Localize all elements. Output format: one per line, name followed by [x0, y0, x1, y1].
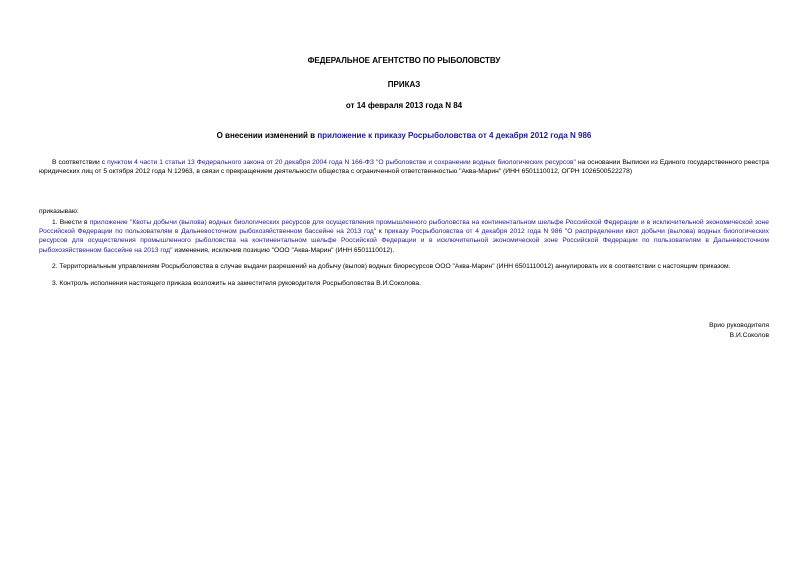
order-item-1: [39, 218, 769, 255]
item1-mid: к: [376, 228, 385, 236]
orders-word: приказываю:: [39, 207, 79, 215]
signature-block: [39, 321, 769, 341]
signature-name: В.И.Соколов: [729, 331, 769, 339]
basis-text: на основании Выписки из Единого государственного реестра юридических лиц от 5 октября 2012 года N 12963, в связи с прекращением деятельности общества с ограниченной ответственностью "Аква-Марин" (ИНН 6501110012, ОГРН 1026500522278): [39, 159, 770, 176]
item1-appendix-link[interactable]: приложение "Квоты добычи (вылова) водных биологических ресурсов для осуществления промышленного рыболовства на континентальном шельфе Российской Федерации и в исключительной экономической зоне Российской Федерации по пользователям в Дальневосточном рыбохозяйственном бассейне на 2013 год": [39, 218, 769, 236]
document-type: ПРИКАЗ: [387, 80, 421, 89]
item1-prefix: 1. Внести в: [52, 218, 90, 226]
basis-law-link[interactable]: пунктом 4 части 1 статьи 13 Федерального закона от 20 декабря 2004 года N 166-ФЗ "О рыболовстве и сохранении водных биологических ресурсов": [107, 159, 576, 166]
item1-suffix: изменения, исключив позицию "ООО "Аква-Марин" (ИНН 6501110012).: [172, 246, 395, 254]
document-date-number: от 14 февраля 2013 года N 84: [345, 101, 463, 110]
document-page: [39, 56, 769, 341]
title-link[interactable]: приложение к приказу Росрыболовства от 4 декабря 2012 года N 986: [317, 131, 592, 140]
basis-prefix: В соответствии с: [52, 159, 108, 166]
title-prefix: О внесении изменений в: [216, 131, 318, 140]
item1-order-link[interactable]: приказу Росрыболовства от 4 декабря 2012 года N 986 "О распределении квот добычи (вылова) водных биологических ресурсов для осуществления промышленного рыболовства на континентальном шельфе Российской Федерации и в исключительной экономической зоне Российской Федерации по пользователям в Дальневосточном рыбохозяйственном бассейне на 2013 год": [39, 228, 769, 254]
order-item-3: 3. Контроль исполнения настоящего приказа возложить на заместителя руководителя Росрыболовства В.И.Соколова.: [52, 280, 422, 288]
document-title: [39, 131, 769, 141]
order-item-2: 2. Территориальным управлениям Росрыболовства в случае выдачи разрешений на добычу (вылов) водных биоресурсов ООО "Аква-Марин" (ИНН 6501110012) аннулировать их в соответствии с настоящим приказом.: [52, 263, 731, 271]
agency-name: ФЕДЕРАЛЬНОЕ АГЕНТСТВО ПО РЫБОЛОВСТВУ: [307, 56, 501, 65]
signature-position: Врио руководителя: [709, 321, 769, 329]
basis-paragraph: [39, 158, 769, 177]
